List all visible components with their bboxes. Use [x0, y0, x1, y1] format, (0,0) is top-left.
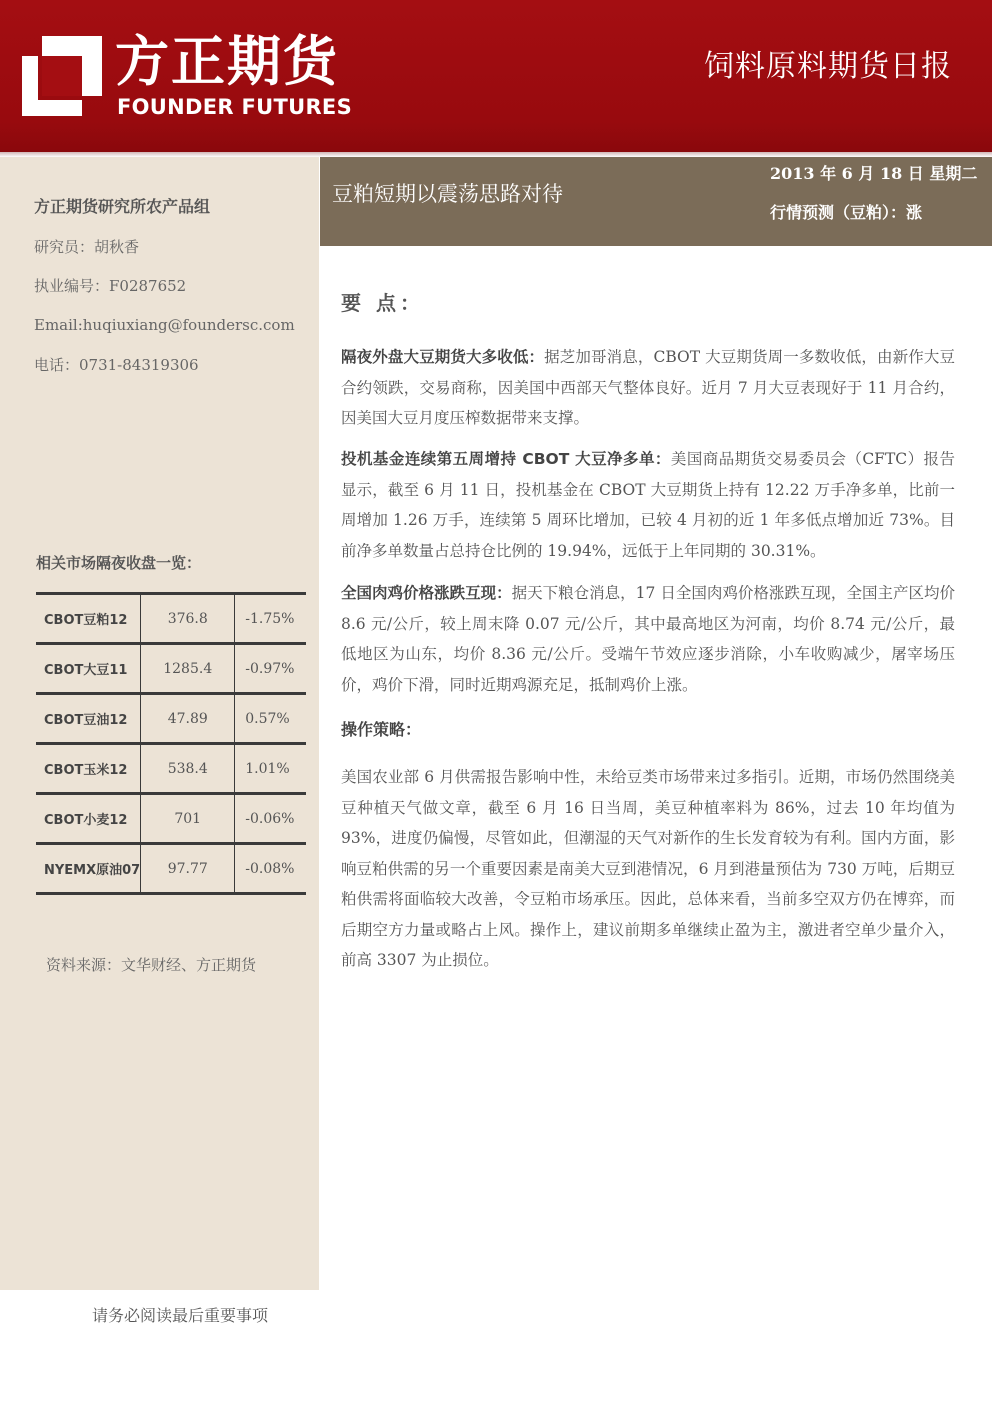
quote-price: 376.8: [141, 594, 235, 644]
email-address: Email:huqiuxiang@foundersc.com: [34, 316, 295, 334]
table-row: [36, 794, 306, 844]
table-row: [36, 744, 306, 794]
quotes-table-title: 相关市场隔夜收盘一览：: [36, 554, 202, 572]
research-group: 方正期货研究所农产品组: [34, 197, 211, 216]
paragraph-lead: 全国肉鸡价格涨跌互现：: [341, 584, 512, 602]
quote-change: -0.08%: [245, 860, 295, 877]
data-source: 资料来源：文华财经、方正期货: [46, 956, 257, 974]
founder-logo-icon: [22, 36, 102, 116]
paragraph-body: 美国农业部 6 月供需报告影响中性，未给豆类市场带来过多指引。近期，市场仍然围绕美豆种植天气做文章，截至 6 月 16 日当周，美豆种植率料为 86%，过去 10 年均值为 93%，进度仍偏慢，尽管如此，但潮湿的天气对新作的生长发育较为有利。国内方面，影响豆粕供需的另一个重要因素是南美大豆到港情况，6 月到港量预估为 730 万吨，后期豆粕供需将面临较大改善，令豆粕市场承压。因此，总体来看，当前多空双方仍在博弈，而后期空方力量或略占上风。操作上，建议前期多单继续止盈为主，激进者空单少量介入，前高 3307 为止损位。: [341, 768, 955, 969]
overnight-quotes-table: [36, 592, 306, 895]
report-title: 饲料原料期货日报: [704, 49, 952, 84]
phone-number: 电话：0731-84319306: [34, 356, 199, 374]
quote-change: -0.06%: [245, 810, 295, 827]
quote-name: CBOT玉米12: [36, 744, 141, 794]
quote-name: CBOT豆油12: [36, 694, 141, 744]
paragraph-soybean-futures: [341, 342, 955, 434]
paragraph-fund-positions: [341, 444, 955, 566]
paragraph-lead: 隔夜外盘大豆期货大多收低：: [341, 348, 545, 366]
report-header: [0, 0, 992, 152]
market-forecast: 行情预测（豆粕）：涨: [770, 203, 923, 222]
table-row: [36, 644, 306, 694]
brand-name-en: FOUNDER FUTURES: [117, 95, 352, 119]
researcher-name: 研究员：胡秋香: [34, 238, 140, 256]
table-row: [36, 694, 306, 744]
paragraph-body: 据天下粮仓消息，17 日全国肉鸡价格涨跌互现，全国主产区均价 8.6 元/公斤，较上周末降 0.07 元/公斤，其中最高地区为河南，均价 8.74 元/公斤，最低地区为山东，均价 8.36 元/公斤。受端午节效应逐步消除，小车收购减少，屠宰场压价，鸡价下滑，同时近期鸡源充足，抵制鸡价上涨。: [341, 584, 955, 694]
paragraph-body: 据芝加哥消息，CBOT 大豆期货周一多数收低，由新作大豆合约领跌，交易商称，因美国中西部天气整体良好。近月 7 月大豆表现好于 11 月合约，因美国大豆月度压榨数据带来支撑。: [341, 348, 955, 427]
paragraph-broiler-prices: [341, 578, 955, 700]
disclaimer-note: 请务必阅读最后重要事项: [92, 1306, 269, 1325]
quote-change: -1.75%: [245, 610, 295, 627]
quote-name: CBOT大豆11: [36, 644, 141, 694]
quote-name: CBOT小麦12: [36, 794, 141, 844]
report-headline: 豆粕短期以震荡思路对待: [332, 182, 563, 206]
report-date: 2013 年 6 月 18 日 星期二: [770, 164, 978, 183]
quote-price: 701: [141, 794, 235, 844]
license-number: 执业编号：F0287652: [34, 277, 187, 295]
quote-change: 1.01%: [245, 760, 290, 777]
quote-change: -0.97%: [245, 660, 295, 677]
quote-price: 97.77: [141, 844, 235, 894]
strategy-heading: 操作策略：: [341, 720, 422, 739]
key-points-heading: 要 点：: [341, 291, 424, 315]
quote-name: CBOT豆粕12: [36, 594, 141, 644]
quote-price: 1285.4: [141, 644, 235, 694]
quote-name: NYEMX原油07: [36, 844, 141, 894]
table-row: [36, 844, 306, 894]
paragraph-strategy: [341, 762, 955, 976]
paragraph-body: 美国商品期货交易委员会（CFTC）报告显示，截至 6 月 11 日，投机基金在 CBOT 大豆期货上持有 12.22 万手净多单，比前一周增加 1.26 万手，连续第 5 周环比增加，已较 4 月初的近 1 年多低点增加近 73%。目前净多单数量占总持仓比例的 19.94%，远低于上年同期的 30.31%。: [341, 450, 955, 560]
table-row: [36, 594, 306, 644]
quote-change: 0.57%: [245, 710, 290, 727]
paragraph-lead: 投机基金连续第五周增持 CBOT 大豆净多单：: [341, 450, 671, 468]
quote-price: 47.89: [141, 694, 235, 744]
quote-price: 538.4: [141, 744, 235, 794]
brand-name-cn: 方正期货: [115, 30, 339, 93]
